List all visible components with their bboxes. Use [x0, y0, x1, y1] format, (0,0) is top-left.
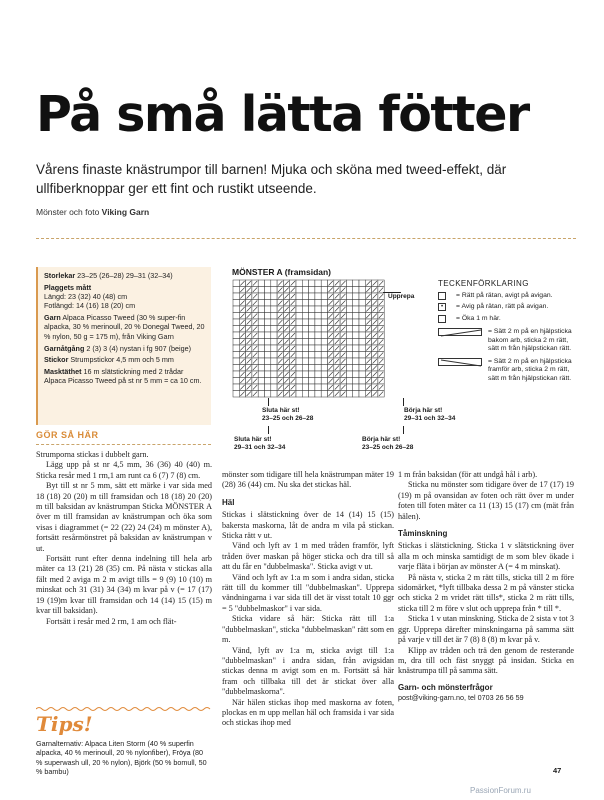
chart-cell	[265, 306, 271, 313]
chart-cell	[321, 365, 327, 372]
chart-cell	[315, 378, 321, 385]
chart-cell	[315, 371, 321, 378]
chart-cell	[265, 287, 271, 294]
chart-cell	[309, 339, 315, 346]
chart-cell	[302, 306, 308, 313]
chart-cell	[346, 371, 352, 378]
chart-cell	[271, 358, 277, 365]
chart-cell	[309, 326, 315, 333]
chart-cell	[302, 378, 308, 385]
chart-cell	[258, 313, 264, 320]
chart-cell	[309, 287, 315, 294]
chart-cell	[296, 332, 302, 339]
chart-cell	[321, 339, 327, 346]
chart-cell	[346, 365, 352, 372]
chart-cell	[265, 293, 271, 300]
chart-cell	[271, 287, 277, 294]
chart-cell	[309, 306, 315, 313]
chart-cell	[265, 319, 271, 326]
chart-cell	[315, 313, 321, 320]
legend-title: TECKENFÖRKLARING	[438, 279, 529, 288]
chart-cell	[258, 293, 264, 300]
chart-cell	[258, 365, 264, 372]
chart-cell	[315, 358, 321, 365]
chart-cell	[353, 391, 359, 398]
chart-cell	[315, 332, 321, 339]
chart-cell	[296, 319, 302, 326]
chart-cell	[233, 313, 239, 320]
chart-cell	[233, 339, 239, 346]
end-arrow-a	[268, 398, 269, 406]
chart-cell	[296, 345, 302, 352]
chart-cell	[353, 293, 359, 300]
chart-cell	[353, 384, 359, 391]
paragraph: När hälen stickas ihop med maskorna av foten, plockas en m upp mellan häl och framsida i var sida och stickas ihop med	[222, 697, 394, 728]
chart-cell	[359, 326, 365, 333]
chart-cell	[265, 352, 271, 359]
column-3	[398, 470, 574, 704]
chart-cell	[296, 391, 302, 398]
credit-name: Viking Garn	[101, 207, 150, 217]
chart-cell	[359, 358, 365, 365]
paragraph: Byt till st nr 5 mm, sätt ett märke i var sida med 18 (18) 20 (20) m till framsidan och 18 (18) 20 (20) m till baksidan av knästrumpan Sticka MÖNSTER A över m till framsidan av knästrumpan och öka som visas i diagrammet (= 22 (22) 24 (24) m mönster A), fortsätt resårmönstret på baksidan av knästrumpan v ut.	[36, 481, 212, 553]
chart-cell	[233, 378, 239, 385]
chart-cell	[296, 371, 302, 378]
chart-cell	[315, 345, 321, 352]
chart-cell	[309, 365, 315, 372]
end-label-b: Sluta här st! 29–31 och 32–34	[234, 436, 286, 451]
legend-item-knit	[438, 292, 573, 301]
chart-cell	[315, 384, 321, 391]
chart-cell	[321, 384, 327, 391]
chart-cell	[258, 358, 264, 365]
chart-cell	[346, 345, 352, 352]
paragraph: Stickas i slätstickning. Sticka 1 v slätstickning över alla m och minska samtidigt de m som blev ökade i varje fläta i början av mönster A (= 4 m minskat).	[398, 541, 574, 572]
chart-cell	[271, 313, 277, 320]
chart-cell	[258, 378, 264, 385]
paragraph: Fortsätt runt efter denna indelning till hela arb mäter ca 13 (21) 28 (35) cm. På nästa v stickas alla fält med 2 aviga m 2 m avigt tills = 9 (9) 10 (10) m minskat och 31 (31) 34 (34) m kvar på v (= 17 (17) 19 (19)m kvar till framsidan och 14 (14) 15 (15) m kvar till baksidan).	[36, 554, 212, 616]
chart-cell	[315, 352, 321, 359]
chart-cell	[346, 339, 352, 346]
chart-cell	[353, 371, 359, 378]
chart-cell	[359, 371, 365, 378]
chart-cell	[258, 332, 264, 339]
paragraph: Sticka 1 v utan minskning. Sticka de 2 sista v tot 3 ggr. Upprepa därefter minskningarna på samma sätt på varje v till det är 7 (8) 8 (8) m kvar på v.	[398, 614, 574, 645]
chart-cell	[233, 300, 239, 307]
chart-cell	[258, 300, 264, 307]
chart-cell	[321, 378, 327, 385]
chart-cell	[265, 339, 271, 346]
chart-cell	[315, 339, 321, 346]
chart-cell	[353, 326, 359, 333]
start-arrow-b	[403, 426, 404, 434]
contact-heading: Garn- och mönsterfrågor	[398, 682, 493, 692]
cable-front-symbol-icon	[438, 358, 482, 366]
sizes-label: Storlekar	[44, 271, 76, 280]
chart-cell	[315, 306, 321, 313]
chart-cell	[309, 280, 315, 287]
chart-cell	[315, 300, 321, 307]
chart-cell	[315, 326, 321, 333]
end-label-a: Sluta här st! 23–25 och 26–28	[262, 407, 314, 422]
chart-cell	[271, 384, 277, 391]
chart-cell	[296, 280, 302, 287]
legend-text: = Öka 1 m här.	[456, 314, 501, 322]
chart-cell	[309, 293, 315, 300]
chart-cell	[296, 313, 302, 320]
legend-item-cable-back	[438, 328, 573, 354]
column-1	[36, 450, 212, 627]
chart-cell	[321, 352, 327, 359]
chart-cell	[353, 352, 359, 359]
chart-cell	[296, 352, 302, 359]
legend-item-cable-front	[438, 358, 573, 384]
chart-cell	[353, 365, 359, 372]
chart-cell	[271, 371, 277, 378]
chart-cell	[321, 332, 327, 339]
chart-cell	[309, 313, 315, 320]
legend-text: = Sätt 2 m på en hjälpsticka bakom arb, sticka 2 m rätt, sätt m från hjälpstickan rätt.	[488, 328, 572, 352]
chart-cell	[296, 378, 302, 385]
chart-cell	[353, 319, 359, 326]
paragraph: Sticka nu mönster som tidigare över de 17 (17) 19 (19) m på ovansidan av foten och rätt över m under foten till foten mäter ca 11 (13) 15 (17) cm (mät från hälen).	[398, 480, 574, 521]
subtitle: Vårens finaste knästrumpor till barnen! Mjuka och sköna med tweed-effekt, där ullfiberknoppar ger ett fint och rustikt utseende.	[36, 162, 507, 196]
start-label-b: Börja här st! 23–25 och 26–28	[362, 436, 414, 451]
chart-cell	[258, 319, 264, 326]
chart-cell	[265, 280, 271, 287]
chart-cell	[359, 319, 365, 326]
chart-cell	[353, 358, 359, 365]
chart-cell	[359, 293, 365, 300]
chart-cell	[302, 319, 308, 326]
chart-cell	[233, 345, 239, 352]
chart-cell	[271, 300, 277, 307]
chart-cell	[296, 326, 302, 333]
chart-cell	[302, 352, 308, 359]
chart-cell	[265, 371, 271, 378]
chart-cell	[359, 345, 365, 352]
chart-cell	[302, 371, 308, 378]
chart-cell	[346, 391, 352, 398]
chart-cell	[296, 306, 302, 313]
chart-cell	[258, 287, 264, 294]
chart-cell	[233, 319, 239, 326]
paragraph: Sticka vidare så här: Sticka rätt till 1:a "dubbelmaskan", sticka "dubbelmaskan" rätt som en m.	[222, 614, 394, 645]
chart-cell	[258, 371, 264, 378]
chart-cell	[296, 384, 302, 391]
legend	[438, 280, 573, 386]
repeat-label: Upprepa	[388, 293, 415, 300]
chart-cell	[321, 371, 327, 378]
legend-item-increase	[438, 315, 573, 324]
chart-cell	[315, 287, 321, 294]
gauge-label: Masktäthet	[44, 367, 82, 377]
chart-cell	[271, 339, 277, 346]
chart-cell	[315, 280, 321, 287]
foot-value: Fotlängd: 14 (16) 18 (20) cm	[44, 301, 136, 311]
chart-cell	[359, 300, 365, 307]
chart-cell	[309, 358, 315, 365]
paragraph: mönster som tidigare till hela knästrumpan mäter 19 (28) 36 (44) cm. Nu ska det stickas häl.	[222, 470, 394, 490]
chart-cell	[359, 287, 365, 294]
start-arrow-a	[403, 398, 404, 406]
chart-cell	[302, 300, 308, 307]
chart-cell	[271, 326, 277, 333]
heel-heading: Häl	[222, 497, 235, 507]
chart-cell	[353, 339, 359, 346]
howto-heading: GÖR SÅ HÄR	[36, 430, 99, 440]
chart-cell	[265, 332, 271, 339]
chart-cell	[265, 300, 271, 307]
chart-cell	[359, 365, 365, 372]
length-value: Längd: 23 (32) 40 (48) cm	[44, 292, 128, 302]
chart-cell	[265, 365, 271, 372]
chart-cell	[258, 352, 264, 359]
legend-text: = Avig på rätan, rätt på avigan.	[456, 303, 549, 310]
chart-cell	[296, 365, 302, 372]
increase-symbol-icon	[438, 315, 446, 323]
yarn-value: Alpaca Picasso Tweed (30 % super-fin alpacka, 30 % merinoull, 20 % Donegal Tweed, 20 % nylon, 50 g = 175 m), från Viking Garn	[44, 313, 205, 341]
chart-cell	[359, 332, 365, 339]
chart-cell	[233, 332, 239, 339]
chart-cell	[309, 391, 315, 398]
end-arrow-b	[268, 426, 269, 434]
chart-cell	[353, 280, 359, 287]
chart-cell	[346, 319, 352, 326]
chart-cell	[233, 365, 239, 372]
chart-cell	[296, 287, 302, 294]
chart-cell	[265, 384, 271, 391]
chart-cell	[233, 371, 239, 378]
chart-cell	[359, 378, 365, 385]
chart-cell	[321, 306, 327, 313]
paragraph: Stickas i slätstickning över de 14 (14) 15 (15) bakersta maskorna, låt de andra m vila på stickan. Sticka rätt v ut.	[222, 510, 394, 541]
chart-cell	[346, 300, 352, 307]
chart-cell	[265, 378, 271, 385]
chart-cell	[309, 332, 315, 339]
toe-heading: Tåminskning	[398, 529, 448, 539]
paragraph: Vänd, lyft av 1:a m, sticka avigt till 1:a "dubbelmaskan" i andra sidan, från avigsidan stickas denna m avigt som en m. Fortsätt så här fram och tillbaka till det är stickat över alla "dubbelmaskorna".	[222, 645, 394, 697]
chart-cell	[258, 345, 264, 352]
chart-cell	[233, 287, 239, 294]
chart-cell	[265, 313, 271, 320]
chart-cell	[265, 345, 271, 352]
chart-cell	[346, 293, 352, 300]
chart-cell	[302, 287, 308, 294]
chart-cell	[271, 391, 277, 398]
contact-info: post@viking-garn.no, tel 0703 26 56 59	[398, 693, 524, 703]
chart-cell	[309, 300, 315, 307]
chart-cell	[302, 365, 308, 372]
watermark: PassionForum.ru	[470, 786, 531, 795]
tips-text: Garnalternativ: Alpaca Liten Storm (40 % superfin alpacka, 40 % merinoull, 20 % nylonfiber), Fröya (80 % superwash ull, 20 % nylon), Björk (50 % bomull, 50 % bambu)	[36, 739, 207, 777]
chart-cell	[346, 358, 352, 365]
chart-cell	[321, 326, 327, 333]
chart-cell	[296, 358, 302, 365]
chart-cell	[346, 287, 352, 294]
chart-cell	[302, 358, 308, 365]
chart-cell	[302, 345, 308, 352]
chart-cell	[321, 391, 327, 398]
chart-cell	[233, 352, 239, 359]
chart-cell	[309, 345, 315, 352]
chart-cell	[359, 306, 365, 313]
chart-cell	[271, 319, 277, 326]
chart-cell	[271, 352, 277, 359]
chart-cell	[271, 332, 277, 339]
chart-cell	[233, 384, 239, 391]
chart-cell	[353, 345, 359, 352]
chart-cell	[359, 352, 365, 359]
chart-cell	[233, 280, 239, 287]
cable-back-symbol-icon	[438, 328, 482, 336]
chart-cell	[346, 352, 352, 359]
chart-cell	[271, 293, 277, 300]
credit-line	[36, 207, 149, 217]
gauge-value: 16 m slätstickning med 2 trådar Alpaca Picasso Tweed på st nr 5 mm = ca 10 cm.	[44, 367, 202, 386]
paragraph: Vänd och lyft av 1 m med tråden framför, lyft tråden över maskan på höger sticka och dra till så att du får en "dubbelmaska". Sticka avigt v ut.	[222, 541, 394, 572]
chart-cell	[309, 319, 315, 326]
chart-cell	[353, 287, 359, 294]
chart-cell	[296, 300, 302, 307]
chart-cell	[321, 287, 327, 294]
purl-symbol-icon: •	[438, 303, 446, 311]
divider	[36, 238, 576, 239]
consumption-value: 2 (3) 3 (4) nystan i fg 907 (beige)	[84, 343, 192, 353]
needles-value: Strumpstickor 4,5 mm och 5 mm	[68, 355, 174, 365]
chart-cell	[321, 300, 327, 307]
chart-cell	[233, 358, 239, 365]
chart-cell	[346, 384, 352, 391]
chart-cell	[302, 391, 308, 398]
chart-cell	[353, 313, 359, 320]
chart-cell	[346, 313, 352, 320]
chart-cell	[321, 358, 327, 365]
chart-cell	[302, 384, 308, 391]
chart-cell	[271, 345, 277, 352]
chart-cell	[265, 326, 271, 333]
chart-cell	[302, 280, 308, 287]
chart-cell	[309, 384, 315, 391]
chart-cell	[233, 391, 239, 398]
chart-cell	[353, 332, 359, 339]
chart-cell	[315, 293, 321, 300]
chart-cell	[346, 306, 352, 313]
chart-cell	[315, 365, 321, 372]
column-2	[222, 470, 394, 729]
page-number: 47	[553, 766, 562, 775]
page-title: På små lätta fötter	[36, 86, 529, 143]
credit-prefix: Mönster och foto	[36, 207, 102, 217]
chart-cell	[302, 313, 308, 320]
measures-label: Plaggets mått	[44, 282, 92, 292]
chart-cell	[346, 280, 352, 287]
legend-text: = Sätt 2 m på en hjälpsticka framför arb, sticka 2 m rätt, sätt m från hjälpstickan rätt.	[488, 357, 572, 382]
chart-cell	[321, 280, 327, 287]
chart-cell	[258, 391, 264, 398]
knit-symbol-icon	[438, 292, 446, 300]
howto-header	[36, 430, 211, 445]
paragraph: Klipp av tråden och trä den genom de resterande m, dra till och fäst snyggt på insidan. Sticka en knästrumpa till på samma sätt.	[398, 645, 574, 676]
yarn-label: Garn	[44, 313, 61, 323]
chart-cell	[353, 300, 359, 307]
chart-cell	[315, 391, 321, 398]
chart-cell	[296, 339, 302, 346]
chart-cell	[271, 365, 277, 372]
chart-cell	[321, 345, 327, 352]
chart-cell	[302, 293, 308, 300]
chart-cell	[265, 391, 271, 398]
stitch-chart	[232, 279, 392, 399]
chart-cell	[359, 391, 365, 398]
chart-cell	[258, 326, 264, 333]
legend-text: = Rätt på rätan, avigt på avigan.	[456, 291, 553, 299]
chart-cell	[359, 313, 365, 320]
chart-title: MÖNSTER A (framsidan)	[232, 267, 332, 277]
chart-cell	[359, 384, 365, 391]
chart-cell	[233, 306, 239, 313]
chart-cell	[258, 306, 264, 313]
chart-cell	[302, 332, 308, 339]
chart-cell	[296, 293, 302, 300]
legend-item-purl	[438, 303, 573, 312]
paragraph: Vänd och lyft av 1:a m som i andra sidan, sticka rätt till du kommer till "dubbelmaskan". Upprepa vändningarna i var sida till det är visst totalt 10 ggr = 5 "dubbelmaskor" i var sida.	[222, 572, 394, 613]
chart-cell	[258, 384, 264, 391]
chart-cell	[302, 326, 308, 333]
sizes-value: 23–25 (26–28) 29–31 (32–34)	[75, 271, 173, 280]
chart-cell	[359, 339, 365, 346]
chart-cell	[359, 280, 365, 287]
chart-cell	[302, 339, 308, 346]
chart-cell	[265, 358, 271, 365]
consumption-label: Garnåtgång	[44, 343, 85, 353]
chart-cell	[258, 339, 264, 346]
chart-cell	[346, 378, 352, 385]
chart-cell	[321, 313, 327, 320]
chart-cell	[321, 293, 327, 300]
chart-cell	[353, 378, 359, 385]
info-box	[36, 267, 211, 425]
chart-cell	[258, 280, 264, 287]
paragraph: På nästa v, sticka 2 m rätt tills, sticka till 2 m före sidomärket, *lyft tillbaka dessa 2 m på vänster sticka och sticka 2 m vridet rätt tills*, sticka 2 m rätt tills, sticka till 2 m före v slut och upprepa från * till *.	[398, 572, 574, 613]
needles-label: Stickor	[44, 355, 69, 365]
chart-cell	[309, 352, 315, 359]
start-label-a: Börja här st! 29–31 och 32–34	[404, 407, 456, 422]
chart-cell	[271, 378, 277, 385]
tips-heading: Tips!	[36, 712, 93, 736]
chart-cell	[233, 293, 239, 300]
paragraph: Lägg upp på st nr 4,5 mm, 36 (36) 40 (40) m. Sticka resår med 1 rm,1 am runt ca 6 (7) 7 (8) cm.	[36, 460, 212, 480]
chart-cell	[321, 319, 327, 326]
chart-cell	[233, 326, 239, 333]
chart-cell	[309, 371, 315, 378]
chart-cell	[346, 326, 352, 333]
chart-cell	[271, 280, 277, 287]
chart-cell	[271, 306, 277, 313]
paragraph: Fortsätt i resår med 2 rm, 1 am och flät-	[46, 616, 177, 626]
chart-cell	[309, 378, 315, 385]
paragraph: 1 m från baksidan (för att undgå hål i arb).	[398, 470, 538, 479]
chart-cell	[346, 332, 352, 339]
paragraph: Strumporna stickas i dubbelt garn.	[36, 450, 149, 459]
chart-cell	[353, 306, 359, 313]
chart-cell	[315, 319, 321, 326]
